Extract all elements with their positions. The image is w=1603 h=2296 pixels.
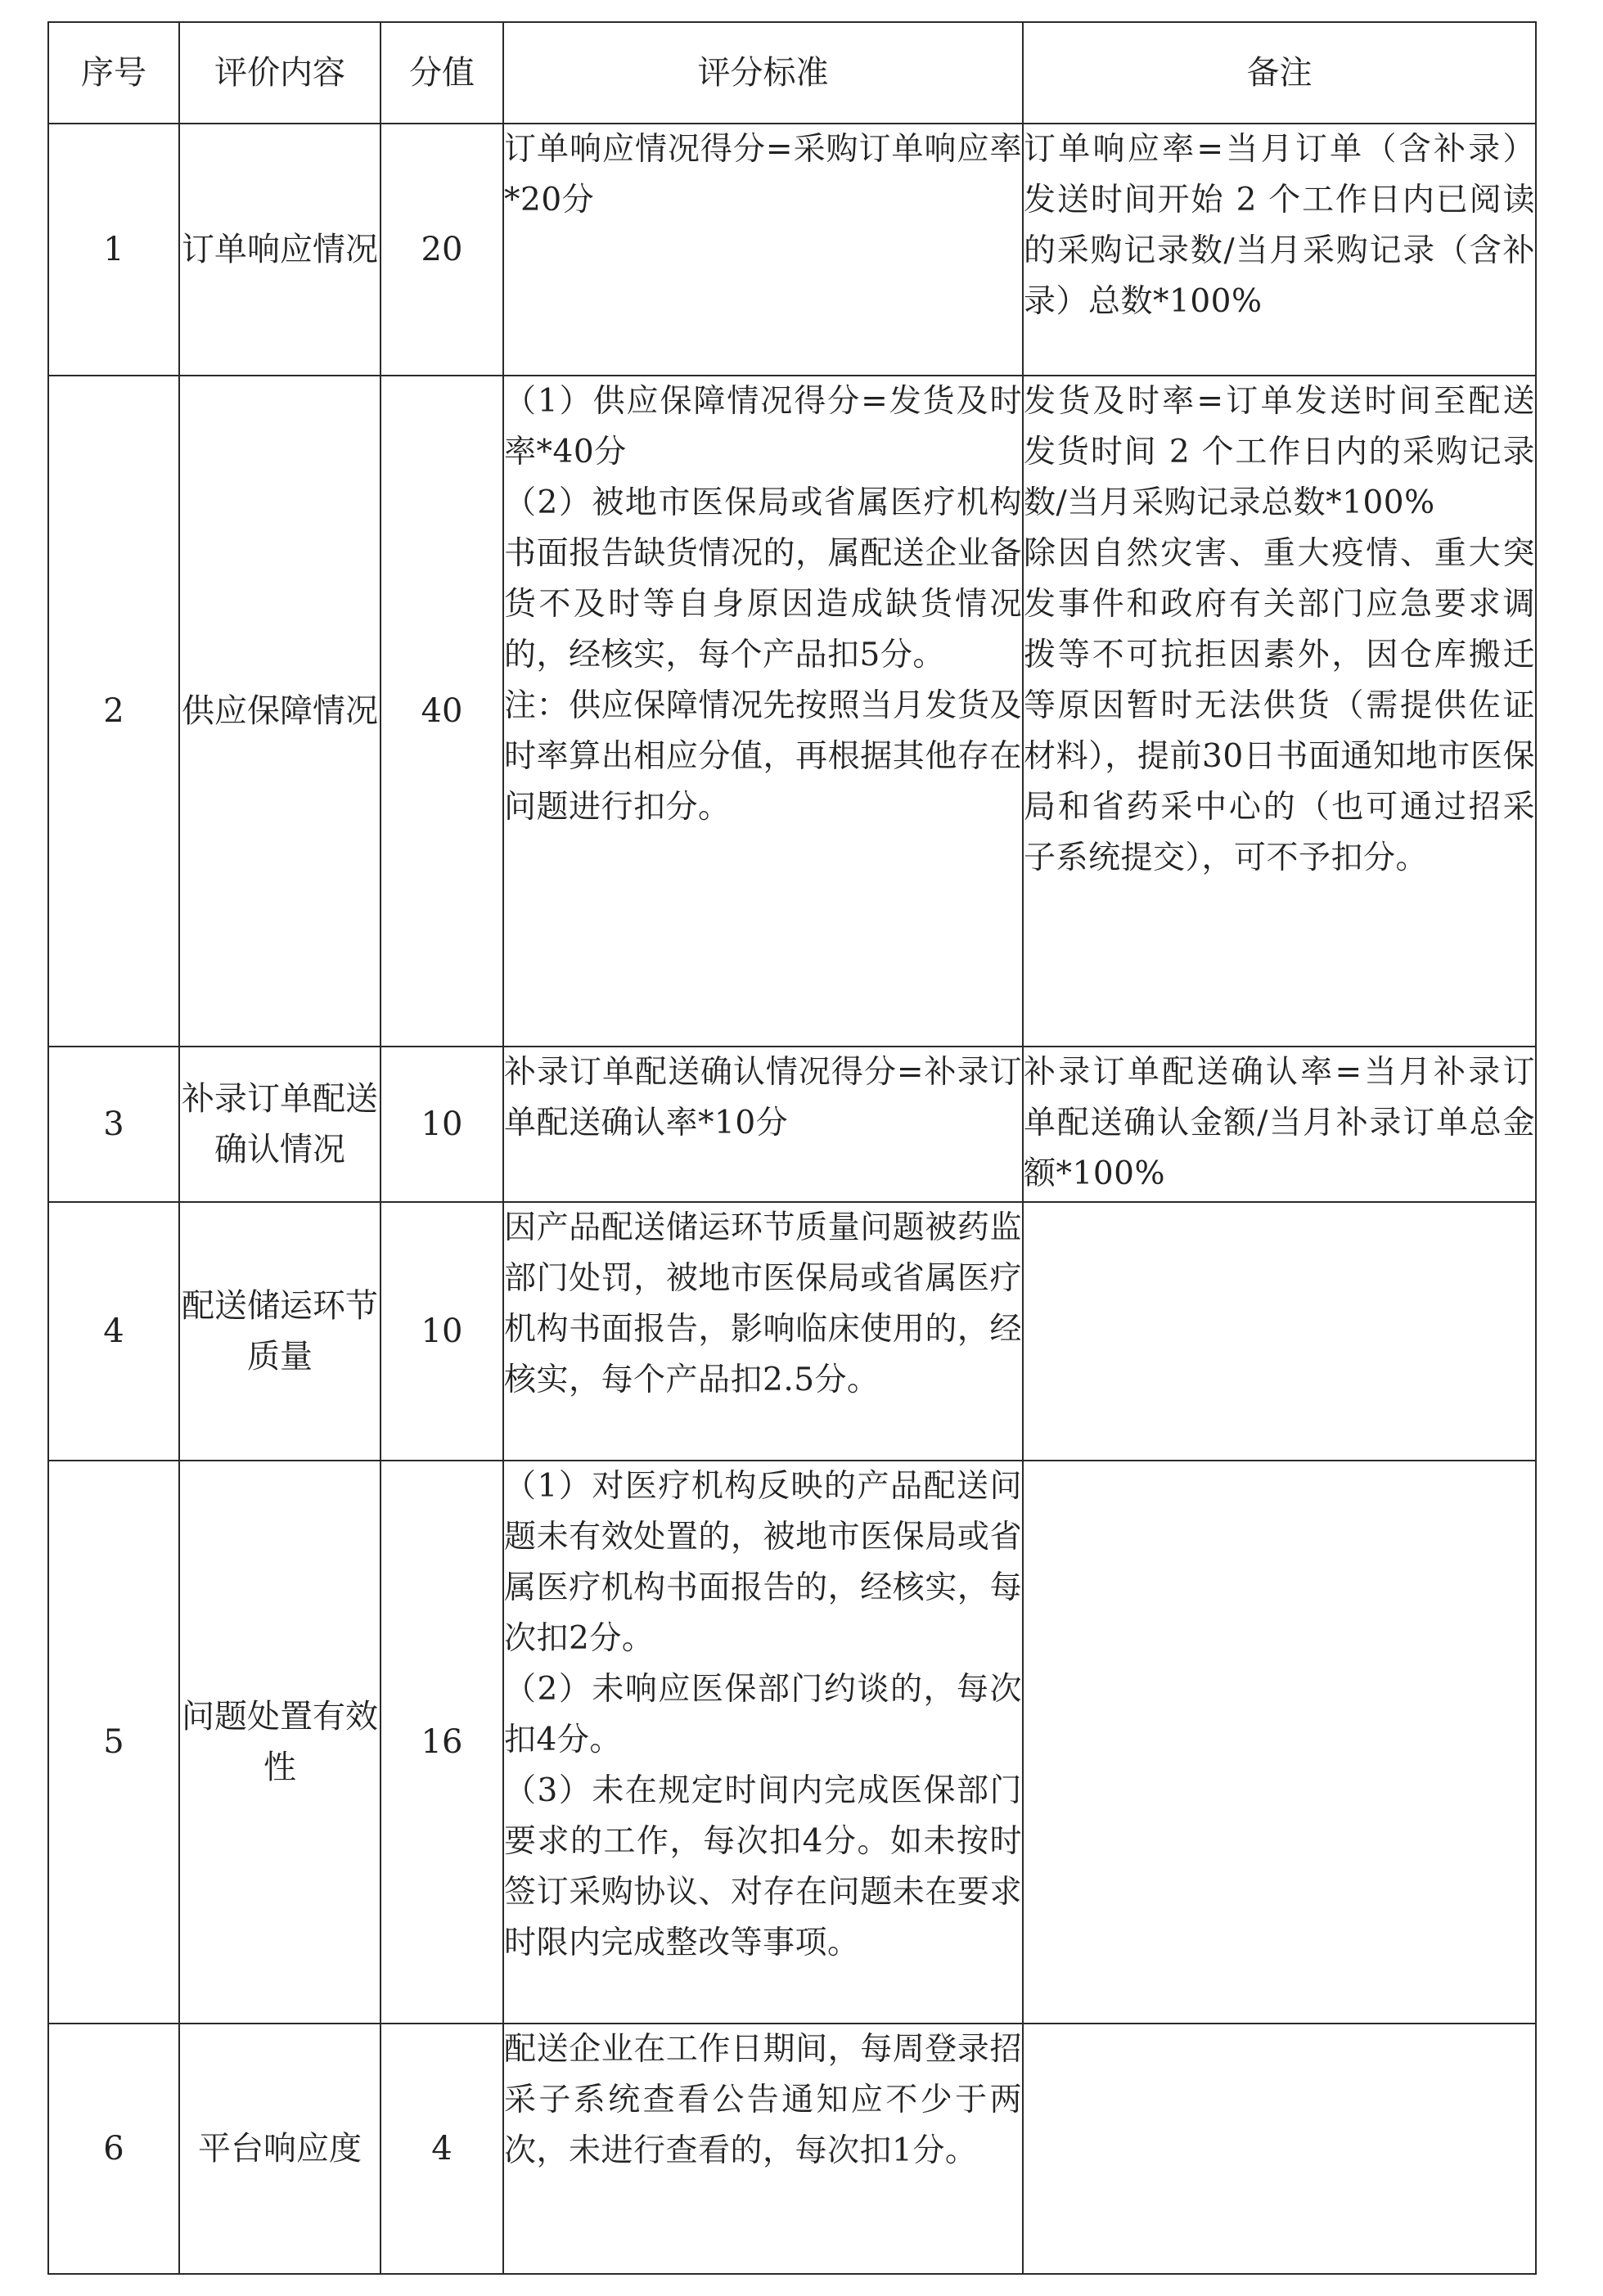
row-note [1023, 2024, 1536, 2274]
criteria-line: （1）对医疗机构反映的产品配送问题未有效处置的，被地市医保局或省属医疗机构书面报告的，经核实，每次扣2分。 [504, 1468, 1022, 1657]
row-criteria [503, 1461, 1023, 2024]
note-line: 除因自然灾害、重大疫情、重大突发事件和政府有关部门应急要求调拨等不可抗拒因素外，因仓库搬迁等原因暂时无法供货（需提供佐证材料），提前30日书面通知地市医保局和省药采中心的（也可通过招采子系统提交），可不予扣分。 [1024, 535, 1535, 876]
row-content: 订单响应情况 [179, 124, 380, 376]
row-content: 供应保障情况 [179, 376, 380, 1047]
row-note [1023, 376, 1536, 1047]
header-content: 评价内容 [179, 22, 380, 124]
row-no: 4 [48, 1202, 179, 1461]
row-criteria [503, 1202, 1023, 1461]
criteria-line: 补录订单配送确认情况得分=补录订单配送确认率*10分 [504, 1054, 1022, 1141]
table-row [48, 2024, 1536, 2274]
row-criteria [503, 376, 1023, 1047]
row-criteria [503, 1047, 1023, 1202]
row-score: 10 [380, 1047, 503, 1202]
row-criteria [503, 2024, 1023, 2274]
row-note [1023, 1202, 1536, 1461]
table-row [48, 124, 1536, 376]
table-row [48, 1047, 1536, 1202]
table-row [48, 1461, 1536, 2024]
note-line: 补录订单配送确认率=当月补录订单配送确认金额/当月补录订单总金额*100% [1024, 1054, 1535, 1192]
criteria-line: 订单响应情况得分=采购订单响应率*20分 [504, 131, 1022, 218]
note-line: 发货及时率=订单发送时间至配送发货时间 2 个工作日内的采购记录数/当月采购记录总数*100% [1024, 383, 1535, 521]
evaluation-table [47, 21, 1537, 2275]
row-note [1023, 124, 1536, 376]
header-no: 序号 [48, 22, 179, 124]
table-row [48, 1202, 1536, 1461]
row-note [1023, 1461, 1536, 2024]
row-no: 1 [48, 124, 179, 376]
row-score: 4 [380, 2024, 503, 2274]
row-content: 补录订单配送确认情况 [179, 1047, 380, 1202]
row-no: 2 [48, 376, 179, 1047]
row-criteria [503, 124, 1023, 376]
criteria-line: （1）供应保障情况得分=发货及时率*40分 [504, 383, 1022, 470]
row-score: 20 [380, 124, 503, 376]
header-row [48, 22, 1536, 124]
row-note [1023, 1047, 1536, 1202]
criteria-line: （3）未在规定时间内完成医保部门要求的工作，每次扣4分。如未按时签订采购协议、对存在问题未在要求时限内完成整改等事项。 [504, 1772, 1022, 1961]
criteria-line: 注：供应保障情况先按照当月发货及时率算出相应分值，再根据其他存在问题进行扣分。 [504, 687, 1022, 826]
criteria-line: 配送企业在工作日期间，每周登录招采子系统查看公告通知应不少于两次，未进行查看的，每次扣1分。 [504, 2031, 1022, 2169]
row-content: 平台响应度 [179, 2024, 380, 2274]
criteria-line: （2）被地市医保局或省属医疗机构书面报告缺货情况的，属配送企业备货不及时等自身原因造成缺货情况的，经核实，每个产品扣5分。 [504, 484, 1022, 673]
row-score: 40 [380, 376, 503, 1047]
table-row [48, 376, 1536, 1047]
criteria-line: （2）未响应医保部门约谈的，每次扣4分。 [504, 1671, 1022, 1758]
row-no: 3 [48, 1047, 179, 1202]
header-note: 备注 [1023, 22, 1536, 124]
header-score: 分值 [380, 22, 503, 124]
row-content: 配送储运环节质量 [179, 1202, 380, 1461]
row-content: 问题处置有效性 [179, 1461, 380, 2024]
note-line: 订单响应率=当月订单（含补录）发送时间开始 2 个工作日内已阅读的采购记录数/当月采购记录（含补录）总数*100% [1024, 131, 1535, 320]
row-no: 6 [48, 2024, 179, 2274]
row-score: 10 [380, 1202, 503, 1461]
criteria-line: 因产品配送储运环节质量问题被药监部门处罚，被地市医保局或省属医疗机构书面报告，影响临床使用的，经核实，每个产品扣2.5分。 [504, 1209, 1022, 1398]
header-criteria: 评分标准 [503, 22, 1023, 124]
row-no: 5 [48, 1461, 179, 2024]
row-score: 16 [380, 1461, 503, 2024]
